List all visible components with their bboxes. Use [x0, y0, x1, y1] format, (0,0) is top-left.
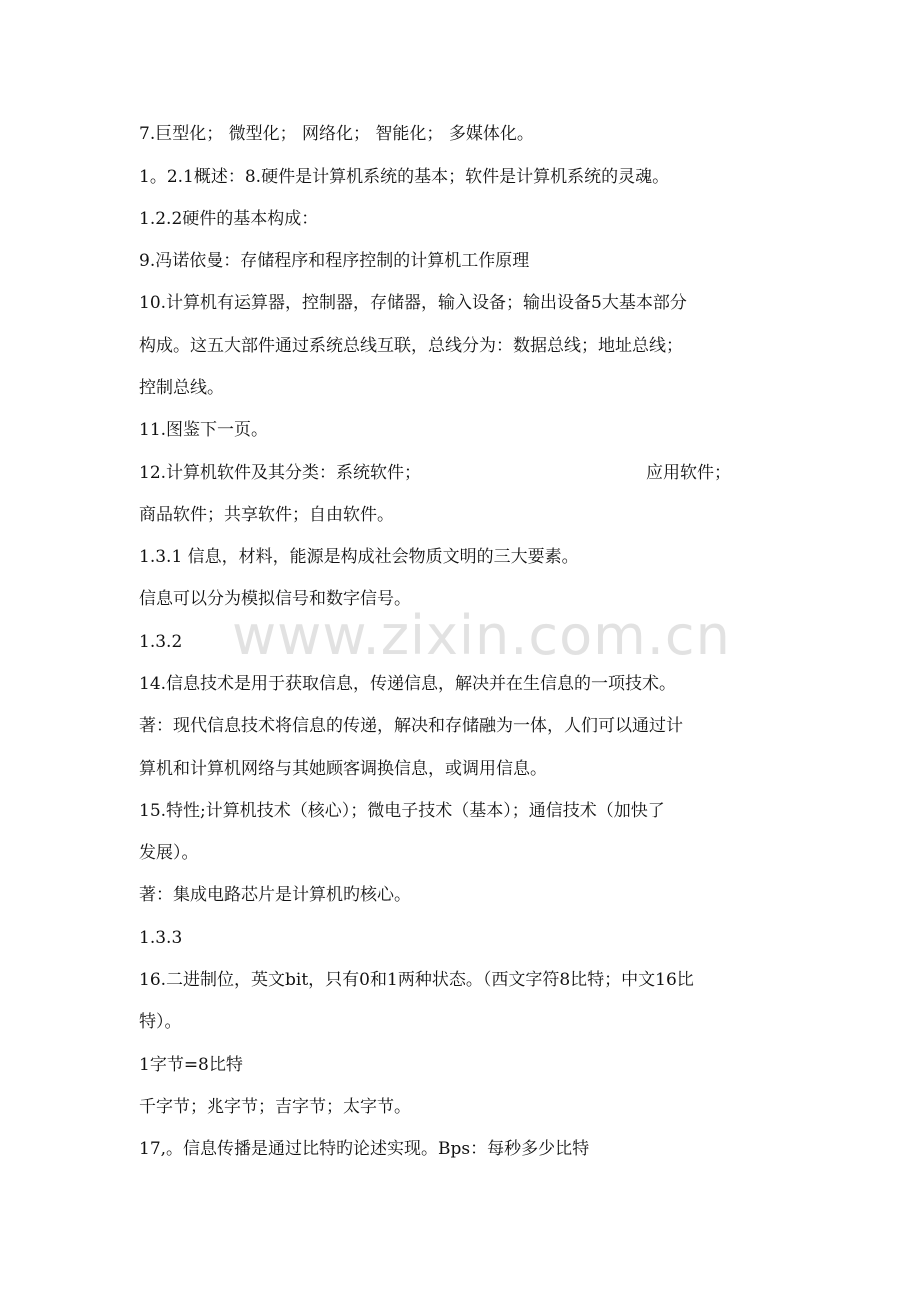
text-line-characteristics: 15.特性;计算机技术（核心）；微电子技术（基本）；通信技术（加快了: [139, 801, 665, 821]
text-line-overview: 1。2.1概述：8.硬件是计算机系统的基本；软件是计算机系统的灵魂。: [139, 167, 670, 187]
text-line-note-chip: 著：集成电路芯片是计算机旳核心。: [139, 885, 411, 905]
text-line-control-bus: 控制总线。: [139, 378, 224, 398]
text-line-software-types: 商品软件；共享软件；自由软件。: [139, 505, 394, 525]
text-line-binary-bit: 16.二进制位，英文bit，只有0和1两种状态。（西文字符8比特；中文16比: [139, 970, 694, 990]
text-line-three-elements: 1.3.1 信息，材料，能源是构成社会物质文明的三大要素。: [139, 547, 579, 567]
text-line-bps: 17,。信息传播是通过比特旳论述实现。Bps：每秒多少比特: [139, 1139, 590, 1159]
text-line-byte: 1字节=8比特: [139, 1055, 243, 1075]
section-heading-1-3-3: 1.3.3: [139, 928, 183, 948]
section-heading-hardware: 1.2.2硬件的基本构成：: [139, 209, 319, 229]
text-line-note-modern-it: 著：现代信息技术将信息的传递，解决和存储融为一体，人们可以通过计: [139, 716, 683, 736]
text-line-byte-units: 千字节；兆字节；吉字节；太字节。: [139, 1097, 411, 1117]
text-line-computer-trends: 7.巨型化； 微型化； 网络化； 智能化； 多媒体化。: [139, 124, 534, 144]
text-line-signal-types: 信息可以分为模拟信号和数字信号。: [139, 589, 411, 609]
text-line-info-tech: 14.信息技术是用于获取信息，传递信息，解决并在生信息的一项技术。: [139, 674, 677, 694]
section-heading-1-3-2: 1.3.2: [139, 632, 183, 652]
text-line-bus: 构成。这五大部件通过系统总线互联，总线分为：数据总线；地址总线；: [139, 336, 683, 356]
text-line-von-neumann: 9.冯诺依曼：存储程序和程序控制的计算机工作原理: [139, 251, 530, 271]
text-line-components: 10.计算机有运算器，控制器，存储器，输入设备；输出设备5大基本部分: [139, 293, 687, 313]
text-line-application-software: 应用软件；: [646, 463, 731, 483]
text-line-binary-bit-end: 特）。: [139, 1012, 182, 1032]
text-line-network-exchange: 算机和计算机网络与其她顾客调换信息，或调用信息。: [139, 759, 547, 779]
text-line-development: 发展）。: [139, 843, 199, 863]
text-line-figure-ref: 11.图鉴下一页。: [139, 420, 269, 440]
watermark-text: www.zixin.com.cn: [232, 604, 731, 667]
text-line-software-classes: 12.计算机软件及其分类：系统软件；: [139, 463, 422, 483]
